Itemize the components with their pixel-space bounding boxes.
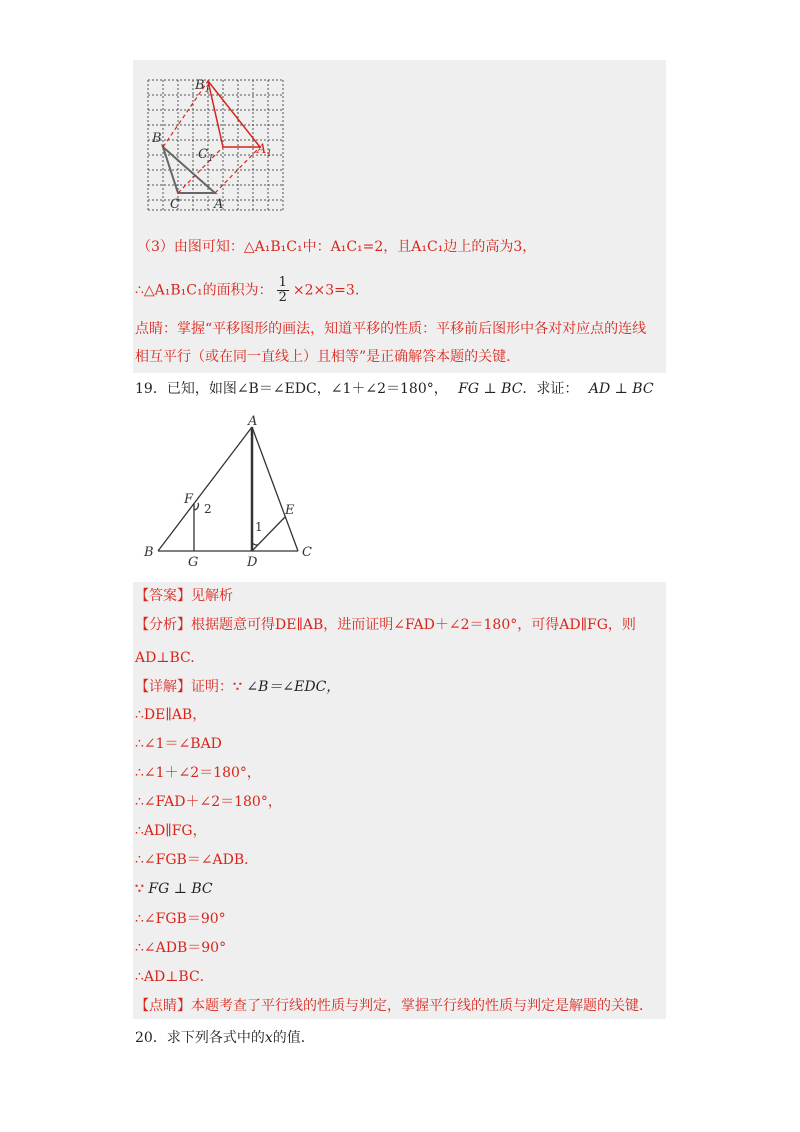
label-g: G xyxy=(188,555,199,570)
analysis-label: 【分析】 xyxy=(135,617,191,633)
label-b1: $B_1$ xyxy=(195,78,211,95)
label-d: D xyxy=(247,555,258,570)
label-a: A xyxy=(214,197,224,212)
grid-figure xyxy=(140,72,290,216)
label-a1: $A_1$ xyxy=(257,142,273,159)
label-b: B xyxy=(144,545,154,560)
label-c1: $C_1$ xyxy=(198,147,214,164)
analysis-line1: 【分析】根据题意可得DE∥AB，进而证明∠FAD＋∠2＝180°，可得AD∥FG，则 xyxy=(135,617,636,633)
triangle-figure xyxy=(138,413,318,573)
detail-label: 【详解】 xyxy=(135,679,191,695)
detail-line: 【详解】证明：∵ ∠B＝∠EDC， xyxy=(135,679,341,695)
question-19: 19．已知，如图∠B＝∠EDC，∠1＋∠2＝180°， FG ⊥ BC．求证： AD ⊥ BC xyxy=(135,381,654,397)
detail-step-7: ∴∠FGB＝90° xyxy=(135,911,226,927)
label-c: C xyxy=(302,545,312,560)
detail-step-2: ∴∠1＝∠BAD xyxy=(135,736,222,752)
label-c: C xyxy=(170,197,180,212)
part3-comment-line2: 相互平行（或在同一直线上）且相等”是正确解答本题的关键. xyxy=(135,349,511,365)
triangle-a1b1c1 xyxy=(208,81,260,147)
fraction-half: $\frac{1}{2}$ xyxy=(278,275,287,305)
angle-2-arc xyxy=(194,503,198,510)
comment-line: 【点睛】本题考查了平行线的性质与判定，掌握平行线的性质与判定是解题的关键． xyxy=(135,998,653,1014)
condition-fg-bc: FG ⊥ BC xyxy=(458,381,523,397)
label-angle-1: 1 xyxy=(255,520,263,534)
detail-step-8: ∴∠ADB＝90° xyxy=(135,940,227,956)
part3-line1: （3）由图可知：△A₁B₁C₁中：A₁C₁=2，且A₁C₁边上的高为3， xyxy=(137,239,537,255)
answer-line xyxy=(135,586,233,606)
label-e: E xyxy=(285,503,295,518)
question-19-text: 已知，如图∠B＝∠EDC，∠1＋∠2＝180°， xyxy=(166,381,448,397)
detail-step-1: ∴DE∥AB， xyxy=(135,707,207,723)
part3-line2: ∴△A₁B₁C₁的面积为： $\frac{1}{2}$ ×2×3=3. xyxy=(135,275,360,305)
question-19-number: 19． xyxy=(135,381,167,397)
comment-label: 【点睛】 xyxy=(135,998,191,1014)
part3-comment-line1: 点睛：掌握“平移图形的画法，知道平移的性质：平移前后图形中各对对应点的连线 xyxy=(135,321,647,337)
condition-ad-bc: AD ⊥ BC xyxy=(588,381,654,397)
answer-text: 见解析 xyxy=(191,588,233,604)
analysis-line2: AD⊥BC. xyxy=(135,650,195,666)
detail-step-9: ∴AD⊥BC． xyxy=(135,969,214,985)
detail-step-6: ∴∠FGB＝∠ADB． xyxy=(135,852,259,868)
label-angle-2: 2 xyxy=(204,502,212,516)
label-b: B xyxy=(152,131,162,146)
detail-step-3: ∴∠1＋∠2＝180°， xyxy=(135,765,261,781)
label-a: A xyxy=(248,414,258,429)
segment-ab xyxy=(158,427,252,551)
question-20: 20．求下列各式中的x的值． xyxy=(135,1030,315,1046)
detail-step-5: ∴AD∥FG， xyxy=(135,823,207,839)
label-f: F xyxy=(184,492,194,507)
answer-label: 【答案】 xyxy=(135,588,191,604)
detail-because-fg-bc: ∵ FG ⊥ BC xyxy=(135,881,213,897)
detail-step-4: ∴∠FAD＋∠2＝180°， xyxy=(135,794,282,810)
